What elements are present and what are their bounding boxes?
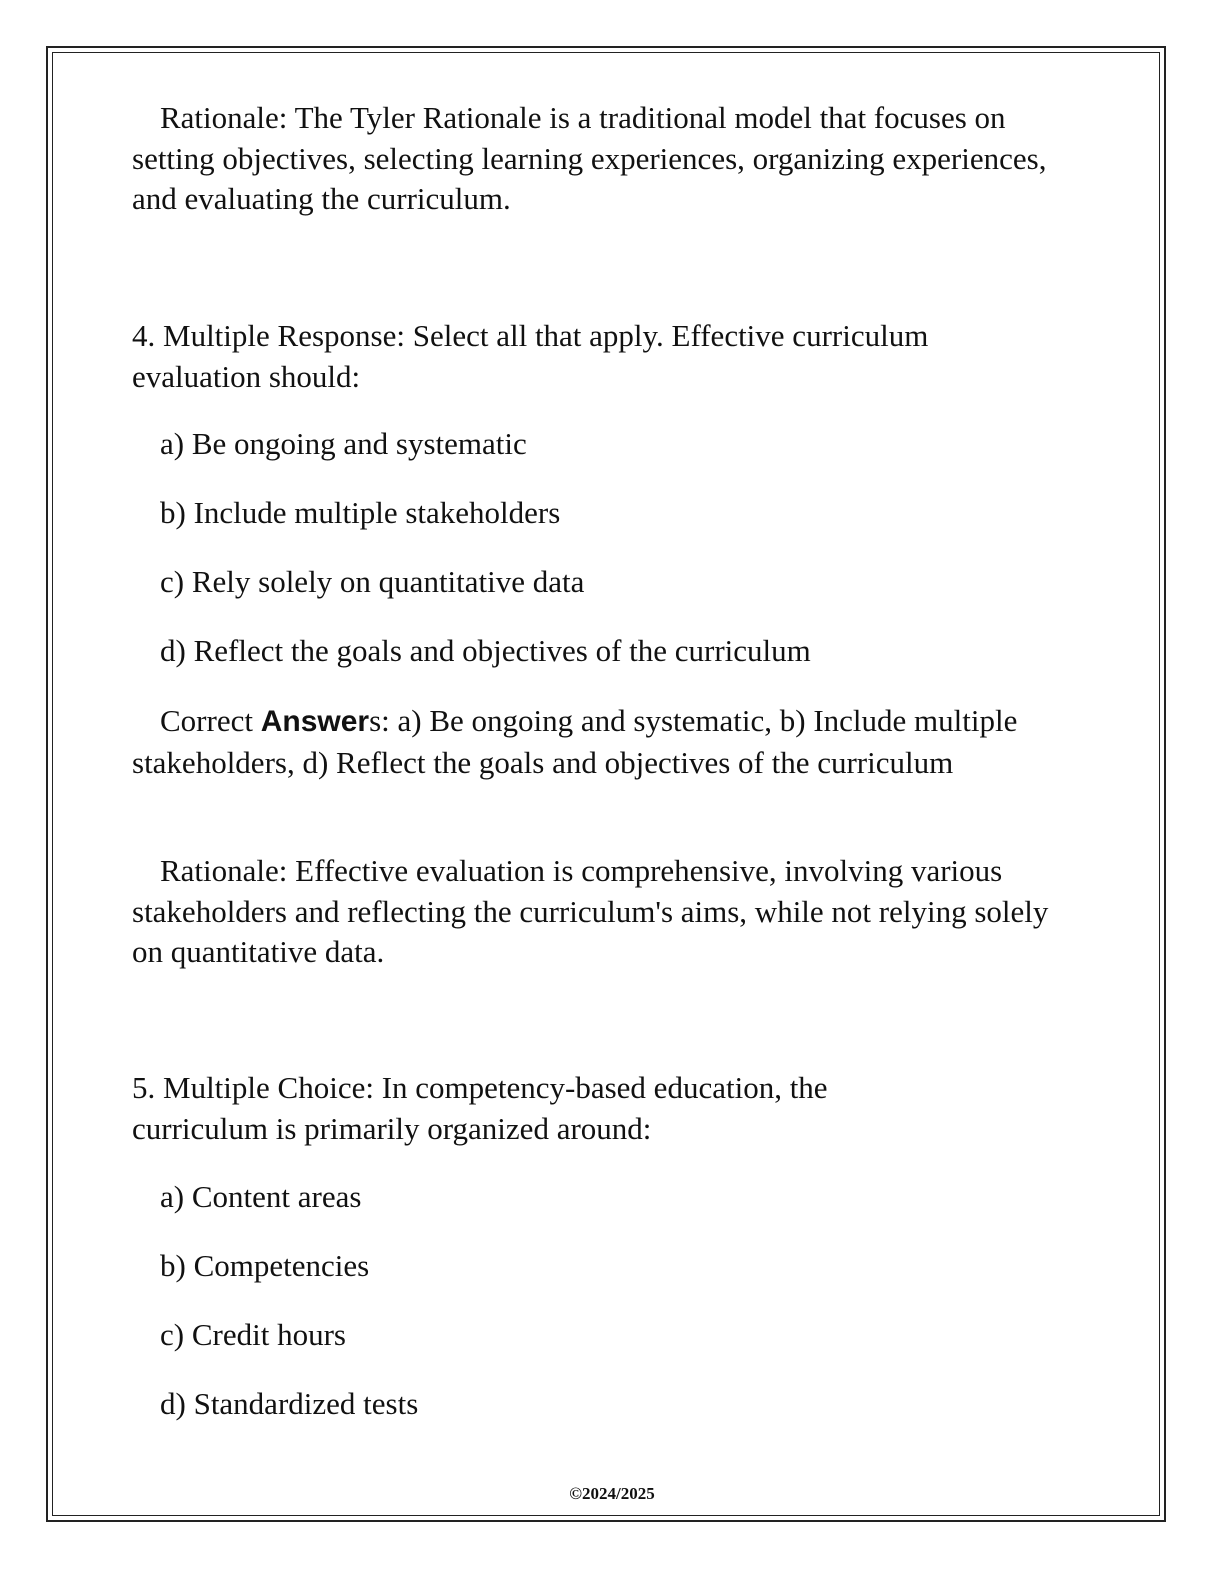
answer-suffix: s: a) Be ongoing and systematic, b) Include multiple stakeholders, d) Reflect the goals and objectives of the curriculum	[132, 703, 1018, 780]
copyright-footer: ©2024/2025	[569, 1484, 655, 1503]
q5-option-b: b) Competencies	[160, 1248, 370, 1283]
q5-option-d: d) Standardized tests	[160, 1386, 419, 1421]
q3-rationale: Rationale: The Tyler Rationale is a traditional model that focuses on setting objectives, selecting learning experiences, organizing experiences, and evaluating the curriculum.	[132, 100, 1047, 216]
page-border-inner	[52, 52, 1160, 1516]
q4-correct-answers	[132, 701, 1032, 783]
q5-question: 5. Multiple Choice: In competency-based education, the curriculum is primarily organized around:	[132, 1070, 828, 1146]
q4-option-d: d) Reflect the goals and objectives of the curriculum	[160, 633, 811, 668]
q5-option-a: a) Content areas	[160, 1179, 362, 1214]
q4-rationale: Rationale: Effective evaluation is comprehensive, involving various stakeholders and reflecting the curriculum's aims, while not relying solely on quantitative data.	[132, 853, 1049, 969]
q4-option-b: b) Include multiple stakeholders	[160, 495, 561, 530]
q4-option-a: a) Be ongoing and systematic	[160, 426, 527, 461]
q4-option-c: c) Rely solely on quantitative data	[160, 564, 585, 599]
answer-word: Answer	[260, 705, 370, 738]
q5-option-c: c) Credit hours	[160, 1317, 346, 1352]
q4-question: 4. Multiple Response: Select all that apply. Effective curriculum evaluation should:	[132, 318, 929, 394]
answer-prefix: Correct	[160, 703, 261, 738]
